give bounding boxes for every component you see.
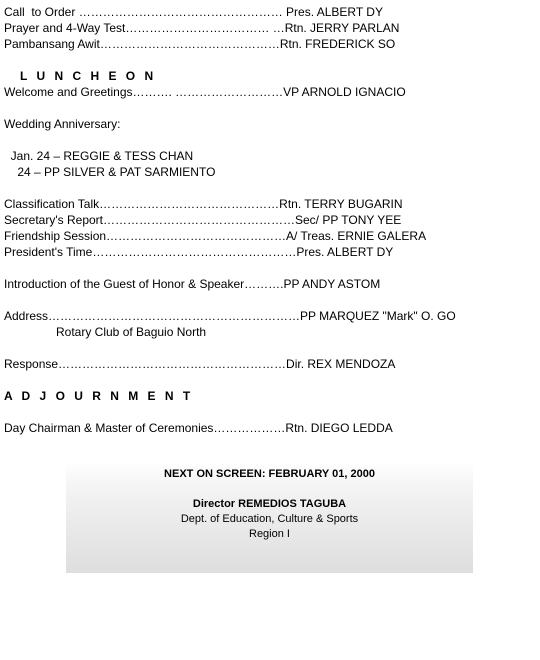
anniversary-item-1: Jan. 24 – REGGIE & TESS CHAN xyxy=(4,149,194,163)
address-organization: Rotary Club of Baguio North xyxy=(56,325,207,339)
luncheon-heading: L U N C H E O N xyxy=(20,69,157,83)
program-prayer: Prayer and 4-Way Test……………………………… …Rtn. JERRY PARLAN xyxy=(4,21,400,35)
program-day-chairman: Day Chairman & Master of Ceremonies………………Rtn. DIEGO LEDDA xyxy=(4,421,393,435)
guest-region: Region I xyxy=(249,528,290,540)
program-secretary: Secretary's Report…………………………………………Sec/ PP TONY YEE xyxy=(4,213,402,227)
next-on-screen-panel xyxy=(66,462,473,573)
adjournment-heading: A D J O U R N M E N T xyxy=(4,389,194,403)
program-fellowship: Friendship Session………………………………………A/ Treas. ERNIE GALERA xyxy=(4,229,427,243)
program-classification: Classification Talk………………………………………Rtn. TERRY BUGARIN xyxy=(4,197,403,211)
program-address: Address………………………………………………………PP MARQUEZ "Mark" O. GO xyxy=(4,309,456,323)
program-anthem: Pambansang Awit………………………………………Rtn. FREDERICK SO xyxy=(4,37,396,51)
anniversary-item-2: 24 – PP SILVER & PAT SARMIENTO xyxy=(4,165,216,179)
program-president: President's Time……………………………………………Pres. ALBERT DY xyxy=(4,245,394,259)
program-response: Response…………………………………………………Dir. REX MENDOZA xyxy=(4,357,396,371)
guest-name: Director REMEDIOS TAGUBA xyxy=(192,498,347,510)
guest-department: Dept. of Education, Culture & Sports xyxy=(180,513,359,525)
program-call-to-order: Call to Order …………………………………………… Pres. ALBERT DY xyxy=(4,5,383,19)
program-introduction: Introduction of the Guest of Honor & Speaker……….PP ANDY ASTOM xyxy=(4,277,381,291)
program-welcome: Welcome and Greetings………. ………………………VP ARNOLD IGNACIO xyxy=(4,85,406,99)
next-on-screen-title: NEXT ON SCREEN: FEBRUARY 01, 2000 xyxy=(164,468,375,480)
anniversary-label: Wedding Anniversary: xyxy=(4,117,121,131)
